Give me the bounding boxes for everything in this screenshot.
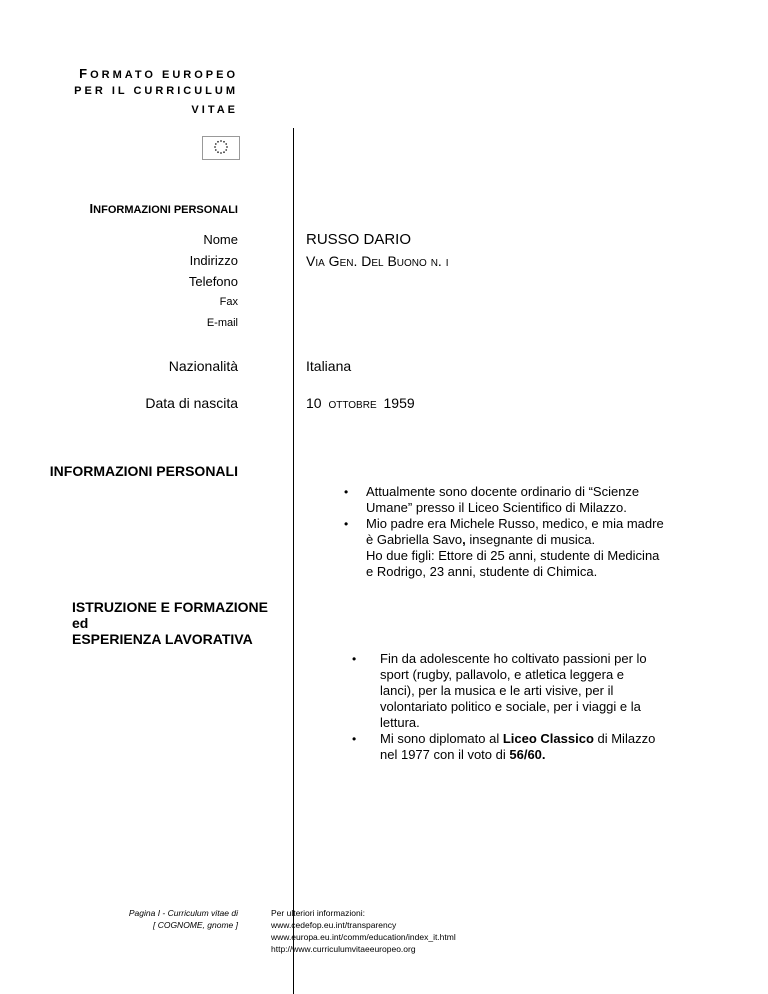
nascita-label: Data di nascita [145, 395, 238, 411]
list-item [344, 484, 666, 516]
bullet-icon: • [352, 652, 357, 666]
column-divider [293, 128, 294, 994]
footer-page-info [60, 907, 238, 931]
section-personal-heading: INFORMAZIONI PERSONALI [49, 463, 238, 479]
bullet-text: Mio padre era Michele Russo, medico, e mia madre è Gabriella Savo [366, 516, 664, 547]
bullet-text: Fin da adolescente ho coltivato passioni per lo sport (rugby, pallavolo, e atletica leggera e lanci), per la musica e le arti visive, per il volontariato politico e sociale, per i viaggi e la lettura. [380, 651, 647, 730]
heading-initial: I [89, 201, 94, 216]
eu-flag-logo [202, 136, 240, 160]
footer-link-cedefop[interactable]: www.cedefop.eu.int/transparency [271, 920, 397, 930]
grade-value: 56/60. [509, 747, 546, 762]
personal-bullet-list [344, 484, 666, 580]
telefono-label: Telefono [188, 274, 238, 289]
bullet-text: Mi sono diplomato al [380, 731, 503, 746]
list-item [352, 651, 662, 731]
nazionalita-label: Nazionalità [168, 358, 238, 374]
bullet-text: Attualmente sono docente ordinario di “Scienze Umane” presso il Liceo Scientifico di Milazzo. [366, 484, 640, 515]
footer-info-label: Per ulteriori informazioni: [271, 908, 366, 918]
bullet-icon: • [344, 485, 349, 499]
eu-stars-icon [203, 137, 239, 159]
footer-links [271, 907, 531, 955]
indirizzo-label: Indirizzo [189, 253, 238, 268]
nome-value: RUSSO DARIO [306, 231, 412, 248]
bullet-text-children: Ho due figli: Ettore di 25 anni, studente di Medicina e Rodrigo, 23 anni, studente di Chimica. [366, 548, 660, 579]
bullet-text-cont: insegnante di musica. [465, 532, 596, 547]
title-line-2: PER IL CURRICULUM [74, 85, 238, 97]
nascita-value [306, 395, 415, 411]
list-item [352, 731, 662, 763]
nome-label: Nome [203, 232, 238, 247]
bullet-text-cont: di Milazzo nel 1977 con il voto di [380, 731, 656, 762]
title-line-3: VITAE [191, 104, 238, 116]
school-name: Liceo Classico [502, 731, 594, 746]
footer-page-line: Pagina I - Curriculum vitae di [128, 908, 238, 918]
bullet-icon: • [352, 732, 357, 746]
list-item [344, 516, 666, 580]
heading-rest: NFORMAZIONI PERSONALI [93, 204, 238, 216]
nascita-month: OTTOBRE [328, 400, 377, 411]
nascita-year: 1959 [383, 395, 415, 411]
indirizzo-value: Via Gen. Del Buono n. i [306, 253, 449, 269]
footer-link-europa[interactable]: www.europa.eu.int/comm/education/index_it.html [271, 932, 456, 942]
title-line-1 [60, 66, 238, 81]
bullet-comma: , [462, 532, 466, 547]
education-heading-line-3: ESPERIENZA LAVORATIVA [72, 631, 253, 647]
education-bullet-list [352, 651, 662, 763]
bullet-icon: • [344, 517, 349, 531]
fax-label: Fax [219, 296, 238, 308]
personal-info-heading [40, 201, 238, 216]
title-initial: F [79, 66, 91, 81]
email-label: E-mail [206, 317, 238, 329]
footer-name-line: [ COGNOME, gnome ] [152, 920, 238, 930]
education-heading-line-2: ed [72, 615, 89, 631]
nazionalita-value: Italiana [306, 358, 352, 374]
education-heading-line-1: ISTRUZIONE E FORMAZIONE [72, 599, 268, 615]
footer-link-cv[interactable]: http://www.curriculumvitaeeuropeo.org [271, 944, 416, 954]
nascita-day: 10 [306, 395, 322, 411]
education-heading [72, 599, 268, 647]
title-line-1-text: ORMATO EUROPEO [90, 69, 238, 81]
